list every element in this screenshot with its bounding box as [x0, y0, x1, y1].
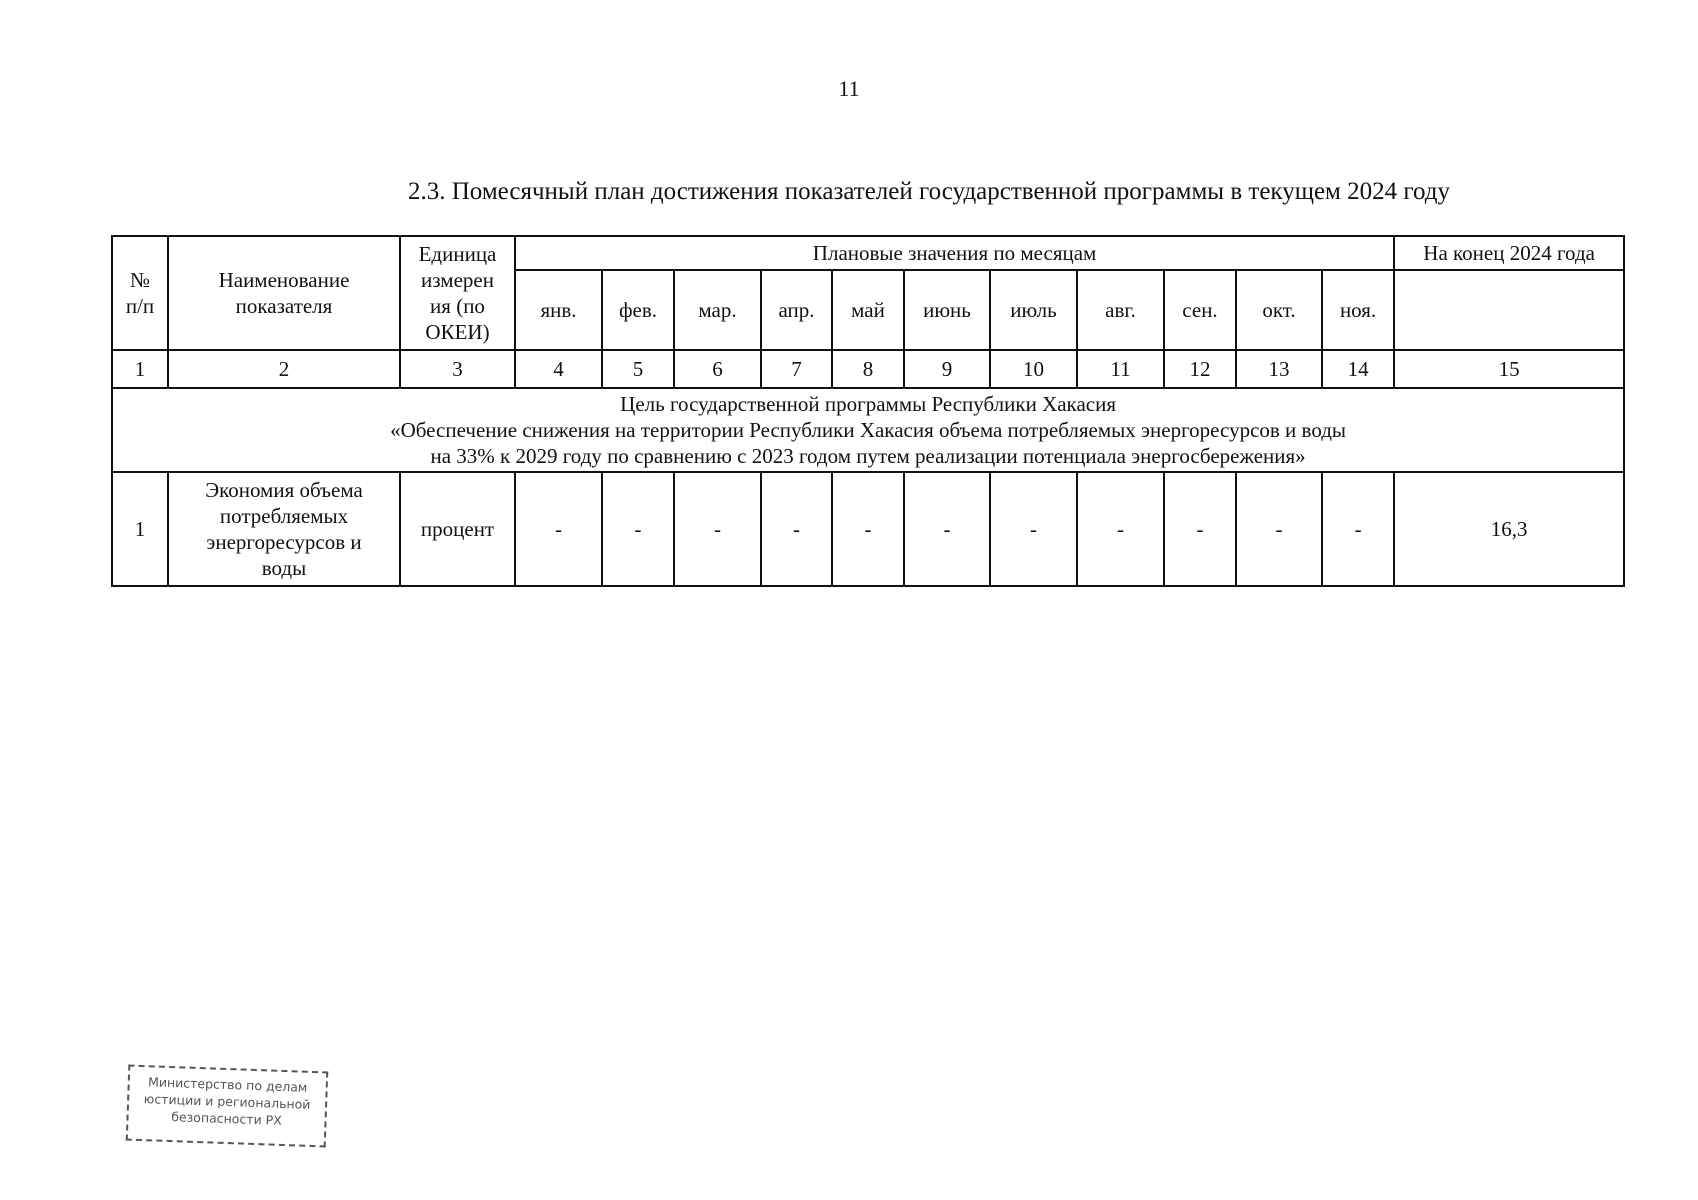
row-year-end-value: 16,3 [1394, 472, 1624, 586]
header-month-apr: апр. [761, 270, 832, 350]
column-number: 15 [1394, 350, 1624, 388]
column-number: 9 [904, 350, 990, 388]
column-number: 10 [990, 350, 1077, 388]
header-month-jun: июнь [904, 270, 990, 350]
row-month-value: - [904, 472, 990, 586]
header-indicator-name: Наименование показателя [168, 236, 400, 350]
monthly-plan-table [111, 235, 1625, 587]
goal-row [112, 388, 1624, 472]
row-month-value: - [1322, 472, 1394, 586]
column-number: 7 [761, 350, 832, 388]
registration-stamp: Министерство по делам юстиции и региональной безопасности РХ [126, 1065, 329, 1148]
column-number: 11 [1077, 350, 1164, 388]
column-number: 5 [602, 350, 674, 388]
header-monthly-group: Плановые значения по месяцам [515, 236, 1394, 270]
row-month-value: - [1236, 472, 1322, 586]
header-year-end-empty [1394, 270, 1624, 350]
header-month-aug: авг. [1077, 270, 1164, 350]
column-number: 4 [515, 350, 602, 388]
header-month-may: май [832, 270, 904, 350]
row-unit: процент [400, 472, 515, 586]
header-row [112, 236, 1624, 270]
column-number: 13 [1236, 350, 1322, 388]
program-goal: Цель государственной программы Республики Хакасия «Обеспечение снижения на территории Республики Хакасия объема потребляемых энергоресурсов и воды на 33% к 2029 году по сравнению с 2023 годом путем реализации потенциала энергосбережения» [112, 388, 1624, 472]
row-month-value: - [1164, 472, 1236, 586]
row-month-value: - [515, 472, 602, 586]
column-number: 6 [674, 350, 761, 388]
table-row [112, 472, 1624, 586]
header-year-end: На конец 2024 года [1394, 236, 1624, 270]
header-month-mar: мар. [674, 270, 761, 350]
page-number: 11 [838, 76, 860, 101]
column-number: 3 [400, 350, 515, 388]
column-number: 2 [168, 350, 400, 388]
header-month-nov: ноя. [1322, 270, 1394, 350]
row-month-value: - [990, 472, 1077, 586]
header-month-feb: фев. [602, 270, 674, 350]
column-number: 12 [1164, 350, 1236, 388]
column-number: 8 [832, 350, 904, 388]
header-month-sep: сен. [1164, 270, 1236, 350]
row-num: 1 [112, 472, 168, 586]
header-month-jul: июль [990, 270, 1077, 350]
row-month-value: - [761, 472, 832, 586]
header-month-oct: окт. [1236, 270, 1322, 350]
header-month-jan: янв. [515, 270, 602, 350]
row-month-value: - [1077, 472, 1164, 586]
header-unit: Единица измерен ия (по ОКЕИ) [400, 236, 515, 350]
header-num: № п/п [112, 236, 168, 350]
document-title: 2.3. Помесячный план достижения показателей государственной программы в текущем 2024 году [408, 178, 1451, 205]
column-number: 14 [1322, 350, 1394, 388]
row-indicator-name: Экономия объема потребляемых энергоресурсов и воды [168, 472, 400, 586]
row-month-value: - [832, 472, 904, 586]
column-number: 1 [112, 350, 168, 388]
column-number-row [112, 350, 1624, 388]
row-month-value: - [674, 472, 761, 586]
row-month-value: - [602, 472, 674, 586]
